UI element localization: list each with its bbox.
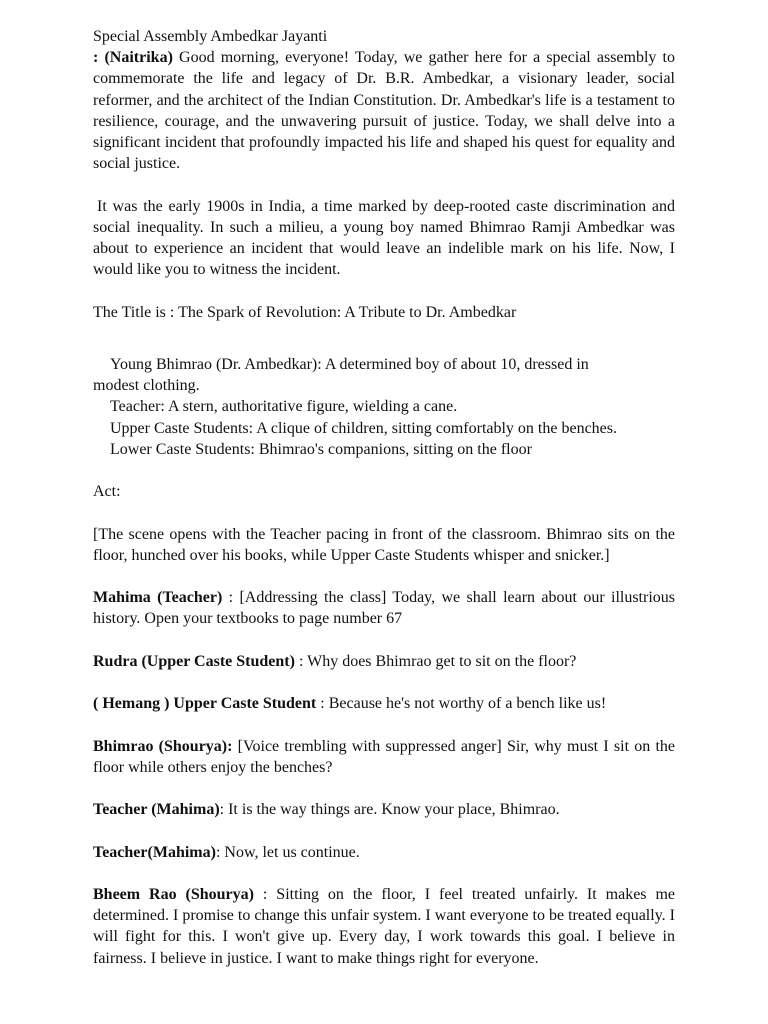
dialogue-text: : Sitting on the floor, I feel treated unfairly. It makes me determined. I promise to change this unfair system. I want everyone to be treated equally. I will fight for this. I won't give up. Every day, I work towards this goal. I believe in fairness. I believe in justice. I want to make things right for everyone. [93,885,675,967]
dialogue-speaker: Teacher(Mahima) [93,843,216,861]
dialogue-speaker: Rudra (Upper Caste Student) [93,652,295,670]
document-heading: Special Assembly Ambedkar Jayanti [93,28,328,45]
dialogue-speaker: ( Hemang ) Upper Caste Student [93,695,317,713]
dialogue-speaker: Mahima (Teacher) [93,589,223,607]
context-paragraph: It was the early 1900s in India, a time marked by deep-rooted caste discrimination and social inequality. In such a milieu, a young boy named Bhimrao Ramji Ambedkar was about to experience an incident that would leave an indelible mark on his life. Now, I would like you to witness the incident. [93,197,675,279]
cast-item-bhimrao: Young Bhimrao (Dr. Ambedkar): A determined boy of about 10, dressed in modest clothing. [93,356,589,395]
dialogue-line [93,587,675,629]
document-page [93,26,675,969]
dialogue-text: : Why does Bhimrao get to sit on the floor? [294,652,577,670]
stage-direction: [The scene opens with the Teacher pacing in front of the classroom. Bhimrao sits on the floor, hunched over his books, while Upper Caste Students whisper and snicker.] [93,525,675,564]
dialogue-line [93,693,675,714]
dialogue-line [93,799,675,820]
title-line: The Title is : The Spark of Revolution: A Tribute to Dr. Ambedkar [93,303,517,321]
intro-speaker: : (Naitrika) [93,49,173,67]
dialogue-text: : Now, let us continue. [215,843,360,861]
dialogue-line [93,884,675,969]
dialogue-speaker: Bheem Rao (Shourya) [93,885,254,903]
dialogue-speaker: Bhimrao (Shourya): [93,737,233,755]
cast-item-lower-caste: Lower Caste Students: Bhimrao's companions, sitting on the floor [110,440,532,458]
cast-item-teacher: Teacher: A stern, authoritative figure, wielding a cane. [110,398,458,416]
act-label: Act: [93,483,121,501]
dialogue-text: : It is the way things are. Know your place, Bhimrao. [219,801,560,819]
intro-paragraph [93,47,675,174]
dialogue-line [93,736,675,778]
dialogue-text: : [Addressing the class] Today, we shall learn about our illustrious history. Open your textbooks to page number 67 [93,589,676,628]
dialogue-text: : Because he's not worthy of a bench like us! [316,695,607,713]
cast-item-upper-caste: Upper Caste Students: A clique of children, sitting comfortably on the benches. [110,419,618,437]
dialogue-line [93,842,675,863]
intro-text: Good morning, everyone! Today, we gather here for a special assembly to commemorate the life and legacy of Dr. B.R. Ambedkar, a visionary leader, social reformer, and the architect of the Indian Constitution. Dr. Ambedkar's life is a testament to resilience, courage, and the unwavering pursuit of justice. Today, we shall delve into a significant incident that profoundly impacted his life and shaped his quest for equality and social justice. [93,49,676,173]
dialogue-text: [Voice trembling with suppressed anger] Sir, why must I sit on the floor while others enjoy the benches? [93,737,675,776]
cast-list [93,354,675,460]
dialogue-speaker: Teacher (Mahima) [93,801,220,819]
spacer [93,344,675,354]
dialogue-line [93,651,675,672]
